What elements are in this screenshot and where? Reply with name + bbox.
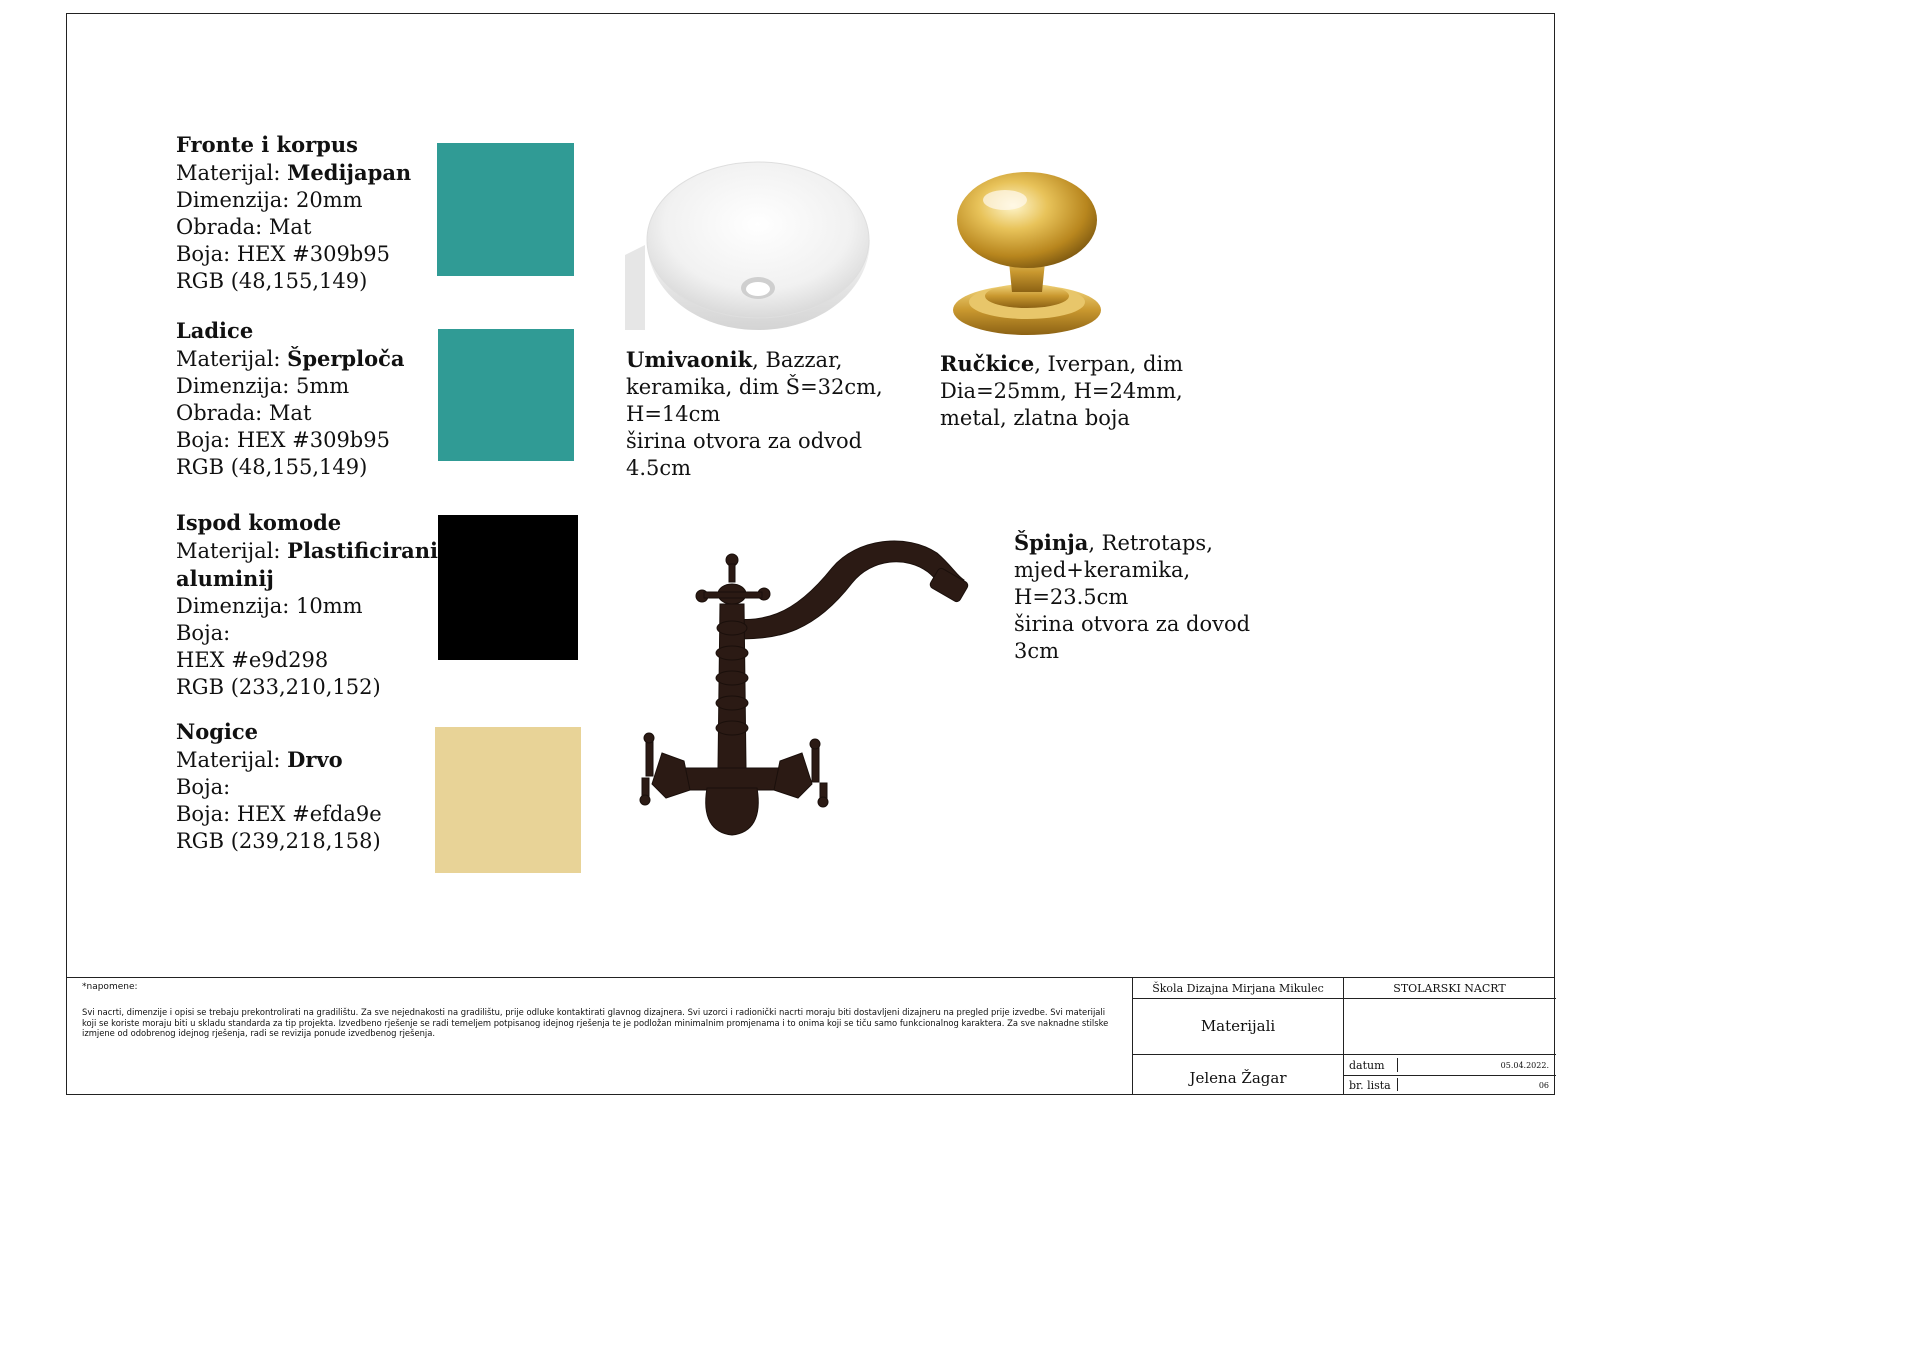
material-line: RGB (48,155,149) bbox=[176, 269, 368, 293]
material-value: Medijapan bbox=[287, 160, 412, 185]
material-line: RGB (48,155,149) bbox=[176, 455, 368, 479]
material-line: Obrada: Mat bbox=[176, 401, 312, 425]
material-line: Boja: HEX #309b95 bbox=[176, 428, 390, 452]
sink-description bbox=[626, 346, 883, 482]
material-title: Ispod komode bbox=[176, 510, 342, 535]
material-label: Materijal: bbox=[176, 161, 288, 185]
color-swatch-ispod-komode bbox=[438, 515, 578, 660]
item-line: 4.5cm bbox=[626, 456, 692, 480]
item-line: metal, zlatna boja bbox=[940, 406, 1130, 430]
material-title: Fronte i korpus bbox=[176, 132, 358, 157]
title-block-table bbox=[1132, 978, 1555, 1095]
material-label: Materijal: bbox=[176, 347, 288, 371]
material-title: Ladice bbox=[176, 318, 254, 343]
item-line: H=14cm bbox=[626, 402, 721, 426]
faucet-description bbox=[1014, 529, 1250, 665]
material-line: Dimenzija: 20mm bbox=[176, 188, 363, 212]
faucet-image bbox=[632, 528, 977, 840]
date-value: 05.04.2022. bbox=[1500, 1060, 1549, 1070]
material-line: Dimenzija: 10mm bbox=[176, 594, 363, 618]
author-name: Jelena Žagar bbox=[1189, 1068, 1287, 1087]
knob-image bbox=[950, 170, 1110, 338]
school-name: Škola Dizajna Mirjana Mikulec bbox=[1152, 981, 1324, 995]
material-title: Nogice bbox=[176, 719, 259, 744]
item-name: Špinja bbox=[1014, 530, 1089, 555]
material-line: Boja: HEX #309b95 bbox=[176, 242, 390, 266]
item-line: keramika, dim Š=32cm, bbox=[626, 375, 883, 399]
item-line: 3cm bbox=[1014, 639, 1060, 663]
material-line: RGB (239,218,158) bbox=[176, 829, 381, 853]
material-line: Boja: HEX #efda9e bbox=[176, 802, 382, 826]
color-swatch-fronte bbox=[437, 143, 574, 276]
title-block bbox=[66, 977, 1555, 1095]
item-name: Ručkice bbox=[940, 351, 1035, 376]
item-line: širina otvora za dovod bbox=[1014, 612, 1251, 636]
drawing-type: STOLARSKI NACRT bbox=[1393, 981, 1506, 995]
color-swatch-nogice bbox=[435, 727, 581, 873]
material-line: RGB (233,210,152) bbox=[176, 675, 381, 699]
item-line: , Retrotaps, bbox=[1088, 531, 1213, 555]
material-value: Plastificirani bbox=[287, 538, 438, 563]
material-value: Drvo bbox=[287, 747, 343, 772]
item-line: Dia=25mm, H=24mm, bbox=[940, 379, 1183, 403]
item-name: Umivaonik bbox=[626, 347, 753, 372]
material-line: Obrada: Mat bbox=[176, 215, 312, 239]
material-label: Materijal: bbox=[176, 539, 288, 563]
sink-image bbox=[625, 160, 875, 335]
item-line: mjed+keramika, bbox=[1014, 558, 1191, 582]
notes-body: Svi nacrti, dimenzije i opisi se trebaju prekontrolirati na gradilištu. Za sve nejednakosti na gradilištu, prije odluke kontaktirati glavnog dizajnera. Svi uzorci i radionički nacrti moraju biti dostavljeni dizajneru na pregled prije izvedbe. Svi materijali koji se koriste moraju biti u skladu standarda za tip projekta. Izvedbeno rješenje se radi temeljem potpisanog idejnog rješenja te je podložan minimalnim promjenama i to onima koji se tiču samo funkcionalnog karaktera. Za sve naknadne stilske izmjene od odobrenog idejnog rješenja, radi se revizija ponude izvedbenog rješenja. bbox=[82, 1007, 1109, 1038]
material-line: Boja: bbox=[176, 775, 231, 799]
knob-description bbox=[940, 350, 1183, 432]
material-fronte bbox=[176, 131, 411, 295]
date-label: datum bbox=[1349, 1058, 1385, 1072]
material-label: Materijal: bbox=[176, 748, 288, 772]
item-line: H=23.5cm bbox=[1014, 585, 1129, 609]
material-line: Boja: bbox=[176, 621, 231, 645]
material-line: Dimenzija: 5mm bbox=[176, 374, 350, 398]
item-line: , Iverpan, dim bbox=[1034, 352, 1184, 376]
material-ladice bbox=[176, 317, 405, 481]
material-line: HEX #e9d298 bbox=[176, 648, 329, 672]
notes-title: *napomene: bbox=[82, 982, 138, 992]
color-swatch-ladice bbox=[438, 329, 574, 461]
sheet-number-value: 06 bbox=[1538, 1080, 1549, 1090]
item-line: , Bazzar, bbox=[752, 348, 843, 372]
material-nogice bbox=[176, 718, 382, 855]
material-ispod-komode bbox=[176, 509, 438, 701]
material-value-cont: aluminij bbox=[176, 566, 274, 591]
item-line: širina otvora za odvod bbox=[626, 429, 863, 453]
sheet-title: Materijali bbox=[1200, 1017, 1276, 1035]
material-value: Šperploča bbox=[287, 346, 405, 371]
sheet-number-label: br. lista bbox=[1349, 1078, 1391, 1092]
